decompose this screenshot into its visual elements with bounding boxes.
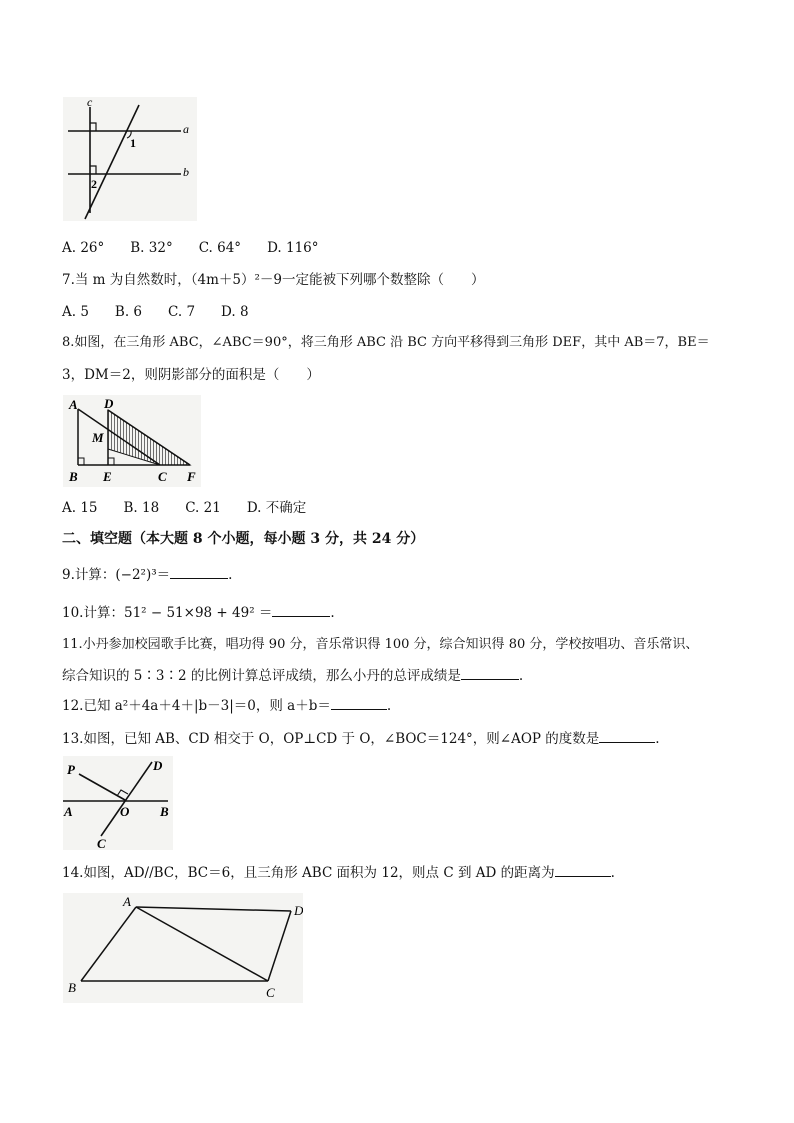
q14-end: . <box>610 865 615 881</box>
q11-end: . <box>518 668 524 684</box>
segment-AC <box>136 907 268 981</box>
label-c: c <box>87 97 93 109</box>
q7-text: 7.当 m 为自然数时，（4m＋5）²－9一定能被下列哪个数整除（ ） <box>62 272 485 288</box>
label-D: D <box>294 903 303 918</box>
label-C: C <box>158 469 167 484</box>
ray-OP <box>79 774 125 800</box>
q13-text: 13.如图，已知 AB、CD 相交于 O，OP⊥CD 于 O，∠BOC＝124°，则∠AOP 的度数是 <box>62 731 600 747</box>
q11-answer-blank[interactable] <box>461 667 519 680</box>
q10-expression: 51² − 51×98 + 49² ＝ <box>123 605 273 621</box>
right-angle-B <box>78 458 84 465</box>
label-C: C <box>97 836 106 850</box>
figure-trapezoid <box>63 893 303 1003</box>
label-angle-2: 2 <box>91 177 97 191</box>
q7-choice-b: B. 6 <box>114 304 143 320</box>
label-b: b <box>183 165 189 179</box>
q12-text: 12.已知 a²＋4a＋4＋|b－3|＝0，则 a＋b＝ <box>62 698 331 714</box>
q7-choice-c: C. 7 <box>168 304 196 320</box>
q8-line2: 3，DM＝2，则阴影部分的面积是（ ） <box>62 367 320 383</box>
q6-choice-c: C. 64° <box>198 240 242 256</box>
q6-choices <box>62 239 345 257</box>
q6-choice-d: D. 116° <box>267 240 319 256</box>
q7-choices <box>62 303 275 321</box>
label-D: D <box>153 758 163 773</box>
label-A: A <box>69 397 78 412</box>
q11-line2: 综合知识的 5∶3∶2 的比例计算总评成绩，那么小丹的总评成绩是 <box>62 668 461 684</box>
label-O: O <box>120 804 130 819</box>
right-angle-POD <box>117 790 128 796</box>
figure-translated-triangles <box>63 395 201 487</box>
right-angle-E <box>108 458 114 465</box>
label-D: D <box>104 396 114 411</box>
q10-end: . <box>330 605 335 621</box>
label-a: a <box>183 122 189 136</box>
q13-line <box>62 730 660 748</box>
q9-prefix: 9.计算： <box>62 567 116 583</box>
label-E: E <box>103 469 112 484</box>
section-heading: 二、填空题（本大题 8 个小题，每小题 3 分，共 24 分） <box>62 531 425 547</box>
q12-answer-blank[interactable] <box>331 697 387 710</box>
q8-choice-b: B. 18 <box>123 500 160 516</box>
label-angle-1: 1 <box>130 136 136 150</box>
q9-answer-blank[interactable] <box>170 566 228 579</box>
label-B: B <box>68 980 76 995</box>
q8-choice-d: D. 不确定 <box>246 500 307 516</box>
q11-line1: 11.小丹参加校园歌手比赛，唱功得 90 分，音乐常识得 100 分，综合知识得 80 分，学校按唱功、音乐常识、 <box>62 637 699 652</box>
label-F: F <box>187 469 196 484</box>
q8-choice-c: C. 21 <box>185 500 221 516</box>
segment-AB <box>81 907 136 981</box>
q9-line <box>62 566 232 584</box>
q9-end: . <box>228 567 233 583</box>
label-M: M <box>92 430 104 445</box>
line-CD <box>101 762 152 836</box>
label-B: B <box>69 469 78 484</box>
q12-line <box>62 697 391 715</box>
label-A: A <box>123 894 131 909</box>
q6-choice-a: A. 26° <box>62 240 105 256</box>
q8-line1: 8.如图，在三角形 ABC，∠ABC＝90°，将三角形 ABC 沿 BC 方向平移得到三角形 DEF，其中 AB＝7，BE＝ <box>62 335 710 350</box>
q8-choice-a: A. 15 <box>62 500 98 516</box>
label-C: C <box>266 985 275 1000</box>
right-angle-mark-bottom <box>90 166 96 174</box>
segment-DC <box>268 911 291 981</box>
q6-choice-b: B. 32° <box>130 240 173 256</box>
q11-line2-wrap <box>62 667 523 685</box>
segment-AD <box>136 907 291 911</box>
q14-line <box>62 864 615 882</box>
q10-answer-blank[interactable] <box>272 604 330 617</box>
q8-choices <box>62 499 332 517</box>
q7-choice-d: D. 8 <box>221 304 249 320</box>
label-P: P <box>67 762 75 777</box>
transversal-line <box>85 105 139 219</box>
q12-end: . <box>386 698 392 714</box>
q9-expression: (−2²)³ <box>115 567 157 583</box>
q13-answer-blank[interactable] <box>599 730 655 743</box>
q10-line <box>62 604 335 622</box>
label-A: A <box>64 804 73 819</box>
label-B: B <box>160 804 169 819</box>
q7-choice-a: A. 5 <box>62 304 89 320</box>
q13-end: . <box>655 731 660 747</box>
q14-answer-blank[interactable] <box>555 864 611 877</box>
q9-equals: ＝ <box>156 567 171 583</box>
figure-parallel-lines <box>63 97 197 221</box>
q10-prefix: 10.计算： <box>62 605 124 621</box>
q14-text: 14.如图，AD//BC，BC＝6，且三角形 ABC 面积为 12，则点 C 到 AD 的距离为 <box>62 865 555 881</box>
figure-intersecting-lines <box>63 756 173 850</box>
right-angle-mark-top <box>90 123 96 131</box>
